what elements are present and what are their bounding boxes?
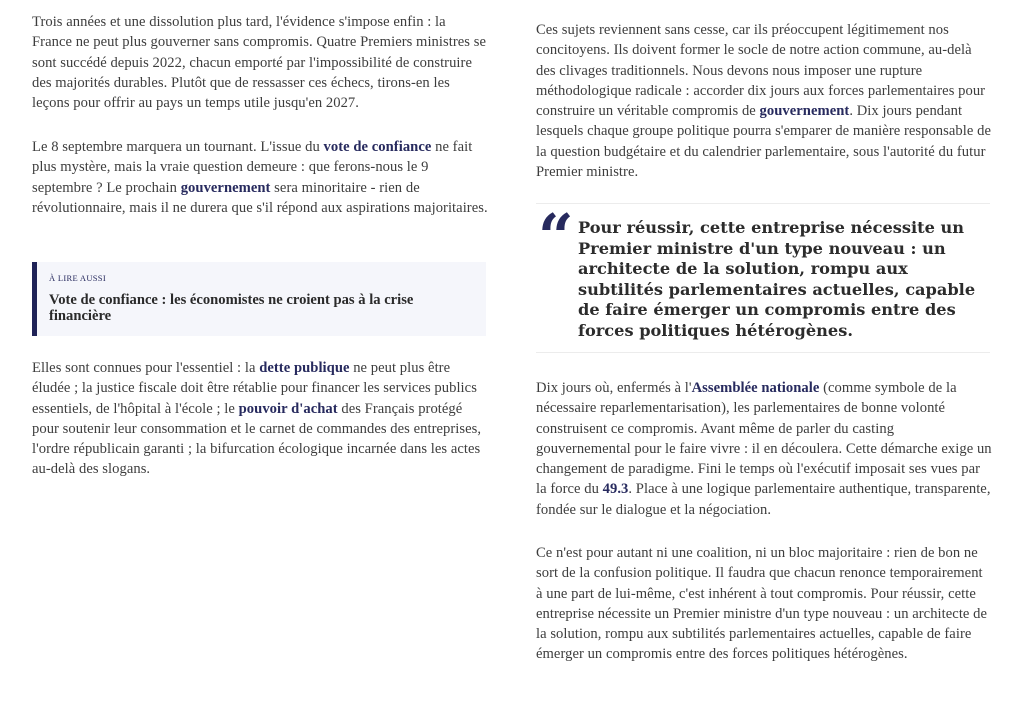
text-segment: des Français protégé pour soutenir leur consommation et le carnet de commandes des entreprises, l'ordre républicain garanti ; la bifurcation écologique incarnée dans les actes au-delà des slogans. [32,400,482,478]
paragraph-coalition: Ce n'est pour autant ni une coalition, ni un bloc majoritaire : rien de bon ne sort de la confusion politique. Il faudra que chacun renonce temporairement à une part de lui-même, c'est inhérent à tout compromis. Pour réussir, cette entreprise nécessite un Premier ministre d'un type nouveau : un architecte de la solution, rompu aux subtilités parlementaires actuelles, capable de faire émerger un compromis entre des forces politiques hétérogènes. [536,545,988,663]
text-segment: . Place à une logique parlementaire authentique, transparente, fondée sur le dialogue et la négociation. [536,481,991,518]
text-segment: Dix jours où, enfermés à l' [536,380,692,396]
text-segment: . Dix jours pendant lesquels chaque groupe politique pourra s'emparer de manière responsable de la question budgétaire et du calendrier parlementaire, sous l'autorité du futur Premier ministre. [536,103,991,181]
pull-quote-text: Pour réussir, cette entreprise nécessite un Premier ministre d'un type nouveau : un architecte de la solution, rompu aux subtilités parlementaires actuelles, capable de faire émerger un compromis entre des forces politiques hétérogènes. [578,218,976,340]
link-pouvoir-d-achat[interactable]: pouvoir d'achat [238,400,338,417]
read-also-kicker: À LIRE AUSSI [49,273,106,283]
read-also-link[interactable]: Vote de confiance : les économistes ne croient pas à la crise financière [49,292,414,324]
paragraph-vote-de-confiance [32,137,488,218]
link-gouvernement[interactable]: gouvernement [180,179,271,196]
link-vote-de-confiance[interactable]: vote de confiance [323,139,432,155]
quote-mark-icon: “ [538,200,574,273]
text-segment: Le 8 septembre marquera un tournant. L'issue du [32,139,324,155]
text-segment: ne peut plus être éludée ; la justice fiscale doit être rétablie pour financer les services publics essentiels, de l'hôpital à l'école ; le [32,360,477,417]
paragraph-method [536,20,992,182]
text-segment: Elles sont connues pour l'essentiel : la [32,360,260,376]
link-gouvernement[interactable]: gouvernement [759,103,850,120]
text-segment: ne fait plus mystère, mais la vraie question demeure : que ferons-nous le 9 septembre ? Le prochain [32,139,473,196]
paragraph-priorities [32,358,488,480]
paragraph-assemblee [536,378,992,520]
link-49-3[interactable]: 49.3 [602,481,629,498]
read-also-box[interactable] [32,262,486,336]
text-segment: sera minoritaire - rien de révolutionnaire, mais il ne durera que s'il répond aux aspirations majoritaires. [32,179,488,216]
link-dette-publique[interactable]: dette publique [259,360,350,376]
link-assemblee-nationale[interactable]: Assemblée nationale [691,380,820,396]
pull-quote [536,200,990,353]
text-segment: Ces sujets reviennent sans cesse, car ils préoccupent légitimement nos concitoyens. Ils doivent former le socle de notre action commune, au-delà des clivages traditionnels. Nous devons nous imposer une rupture méthodologique radicale : accorder dix jours aux forces parlementaires pour construire un véritable compromis de [536,22,986,120]
text-segment: (comme symbole de la nécessaire reparlementarisation), les parlementaires de bonne volonté construisent ce compromis. Avant même de parler du casting gouvernemental pour le faire vivre : il en découlera. Cette démarche exige un changement de paradigme. Fini le temps où l'exécutif imposait ses vues par la force du [536,380,992,498]
paragraph-intro: Trois années et une dissolution plus tard, l'évidence s'impose enfin : la France ne peut plus gouverner sans compromis. Quatre Premiers ministres se sont succédé depuis 2022, chacun emporté par l'impossibilité de construire des majorités durables. Plutôt que de ressasser ces échecs, tirons-en les leçons pour offrir au pays un temps utile jusqu'en 2027. [32,14,486,112]
